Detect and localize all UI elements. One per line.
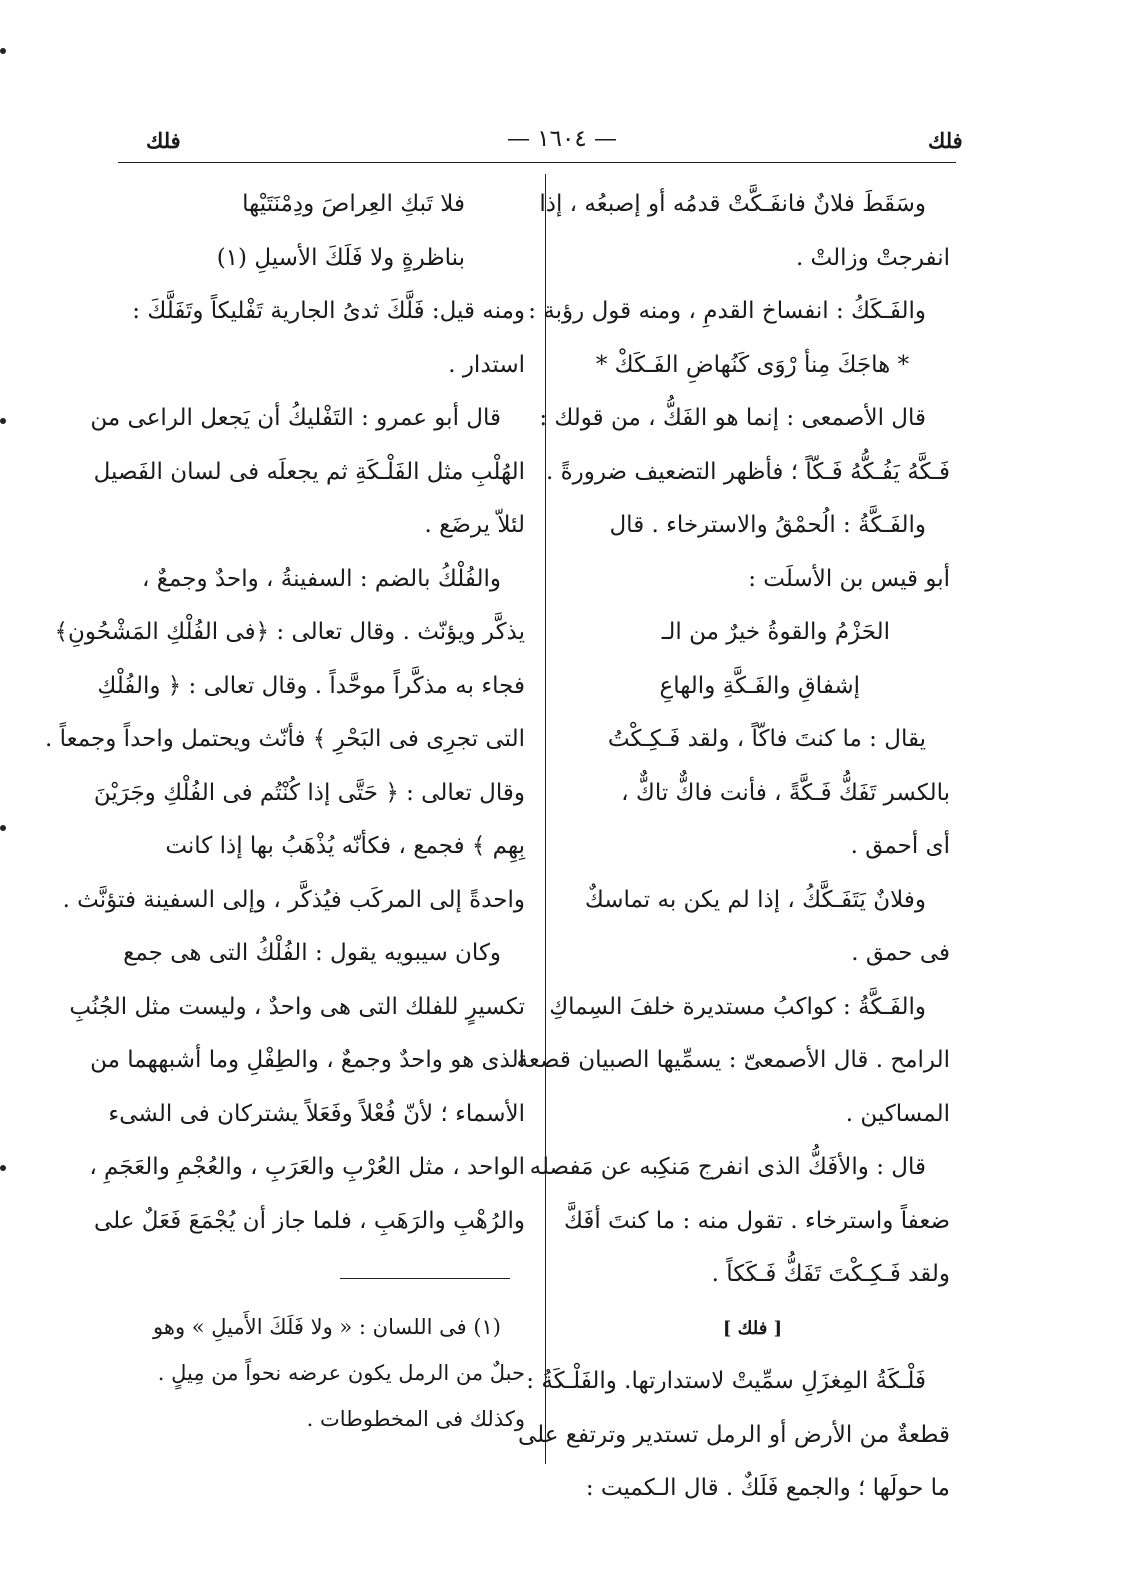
text-line: ومنه قيل: فَلَّكَ ثدىُ الجارية تَفْليكاً وتَفَلَّكَ : [132, 298, 525, 324]
verse-line: إشفاقِ والفَـكَّةِ والهاعِ [659, 672, 860, 699]
text-line: استدار . [448, 351, 525, 378]
text-line: تكسيرٍ للفلك التى هى واحدٌ ، وليست مثل الجُنُبِ [69, 993, 525, 1020]
text-line: الواحد ، مثل العُرْبِ والعَرَبِ ، والعُجْمِ والعَجَمِ ، [89, 1154, 525, 1180]
verse-line: الحَزْمُ والقوةُ خيرٌ من الـ [661, 619, 890, 645]
scan-edge-mark [0, 418, 6, 424]
text-line: أبو قيس بن الأسلَت : [748, 565, 950, 592]
text-line: وسَقَطَ فلانٌ فانفَـكَّتْ قدمُه أو إصبعُه ، إذا [539, 191, 926, 217]
text-line: الأسماء ؛ لأنّ فُعْلاً وفَعَلاً يشتركان فى الشىء [108, 1100, 525, 1127]
text-line: ولقد فَـكِـكْتَ تَفَكُّ فَـكَكاً . [711, 1261, 950, 1287]
text-line: واحدةً إلى المركَب فيُذكَّر ، وإلى السفينة فتؤنَّث . [62, 886, 525, 913]
section-heading: [ فلك ] [722, 1317, 783, 1339]
text-line: ضعفاً واسترخاء . تقول منه : ما كنتَ أفَكَّ [563, 1207, 950, 1234]
text-line: وفلانٌ يَتَفَـكَّكُ ، إذا لم يكن به تماسكٌ [584, 886, 926, 913]
scan-edge-mark [0, 48, 6, 54]
page-number: — ١٦٠٤ — [506, 126, 618, 152]
text-line: الذى هو واحدٌ وجمعٌ ، والطِفْلِ وما أشبههما من [90, 1047, 525, 1073]
text-line: الرامح . قال الأصمعىّ : يسمِّيها الصبيان قصعة [516, 1047, 950, 1073]
column-divider [545, 174, 546, 1464]
text-line: الهُلْبِ مثل الفَلْـكَةِ ثم يجعلَه فى لسان الفَصيل [93, 458, 525, 485]
text-line: التى تجرِى فى البَحْرِ ﴾ فأنّث ويحتمل واحداً وجمعاً . [45, 726, 525, 752]
verse-line: فلا تَبكِ العِراصَ ودِمْنَتَيْها [242, 191, 465, 217]
text-line: فَـكَّهُ يَفُـكُّهُ فَـكّاً ؛ فأظهر التضعيف ضرورةً . [545, 458, 950, 485]
footnote-rule [340, 1278, 510, 1279]
text-line: المساكين . [845, 1100, 950, 1127]
running-head-left: فلك [146, 128, 181, 153]
scan-edge-mark [0, 1165, 6, 1171]
verse-line: بناظرةٍ ولا فَلَكَ الأسيلِ (١) [216, 244, 465, 271]
text-line: والرُهْبِ والرَهَبِ ، فلما جاز أن يُجْمَعَ فَعَلٌ على [93, 1207, 525, 1234]
text-line: انفرجتْ وزالتْ . [795, 244, 950, 271]
text-line: والفُلْكُ بالضم : السفينةُ ، واحدٌ وجمعٌ ، [142, 565, 501, 592]
text-line: بالكسر تَفَكُّ فَـكَّةً ، فأنت فاكٌّ تاكٌّ ، [621, 779, 950, 806]
text-line: بِهِم ﴾ فجمع ، فكأنّه يُذْهَبُ بها إذا كانت [165, 833, 525, 859]
text-line: فى حمق . [851, 940, 950, 966]
header-rule [118, 162, 956, 163]
left-column [45, 178, 525, 1248]
running-head-right: فلك [928, 128, 963, 153]
verse-line: * هاجَكَ مِنأ رْوَى كَنُهاضِ الفَـكَكْ * [595, 351, 910, 378]
text-line: قال الأصمعى : إنما هو الفَكُّ ، من قولك : [539, 405, 926, 431]
text-line: والفَـكَكُ : انفساخ القدمِ ، ومنه قول رؤبة : [528, 298, 926, 324]
footnote-line: حبلٌ من الرمل يكون عرضه نحواً من مِيلٍ . [157, 1361, 525, 1385]
text-line: والفَـكَّةُ : الُحمْقُ والاسترخاء . قال [609, 512, 926, 538]
text-line: وقال تعالى : ﴿ حَتَّى إذا كُنْتُم فى الفُلْكِ وجَرَيْنَ [93, 779, 525, 806]
text-line: وكان سيبويه يقول : الفُلْكُ التى هى جمع [123, 940, 501, 966]
text-line: والفَـكَّةُ : كواكبُ مستديرة خلفَ السِماكِ [549, 993, 926, 1020]
text-line: قطعةٌ من الأرض أو الرمل تستدير وترتفع على [517, 1421, 950, 1448]
text-line: أى أحمق . [850, 833, 950, 859]
text-line: ما حولَها ؛ والجمع فَلَكٌ . قال الـكميت : [585, 1475, 950, 1501]
right-column [516, 178, 950, 1516]
text-line: فَلْـكَةُ المِغزَلِ سمِّيتْ لاستدارتها. والفَلْـكَةُ : [526, 1368, 926, 1394]
scan-edge-mark [0, 825, 6, 831]
text-line: قال أبو عمرو : التَفْليكُ أن يَجعل الراعى من [90, 405, 501, 431]
text-line: يقال : ما كنتَ فاكّاً ، ولقد فَـكِـكْتُ [607, 726, 926, 752]
text-line: لئلاّ يرضَع . [424, 512, 525, 538]
text-line: فجاء به مذكَّراً موحَّداً . وقال تعالى : ﴿ والفُلْكِ [97, 672, 525, 699]
footnote-line: وكذلك فى المخطوطات . [306, 1407, 525, 1431]
text-line: قال : والأفَكُّ الذى انفرج مَنكِبه عن مَفصله [529, 1154, 926, 1180]
text-line: يذكَّر ويؤنّث . وقال تعالى : ﴿فى الفُلْكِ المَشْحُونِ﴾ [54, 619, 525, 645]
footnote-line: (١) فى اللسان : « ولا فَلَكَ الأَميلِ » وهو [153, 1315, 501, 1339]
footnotes [120, 1304, 525, 1442]
